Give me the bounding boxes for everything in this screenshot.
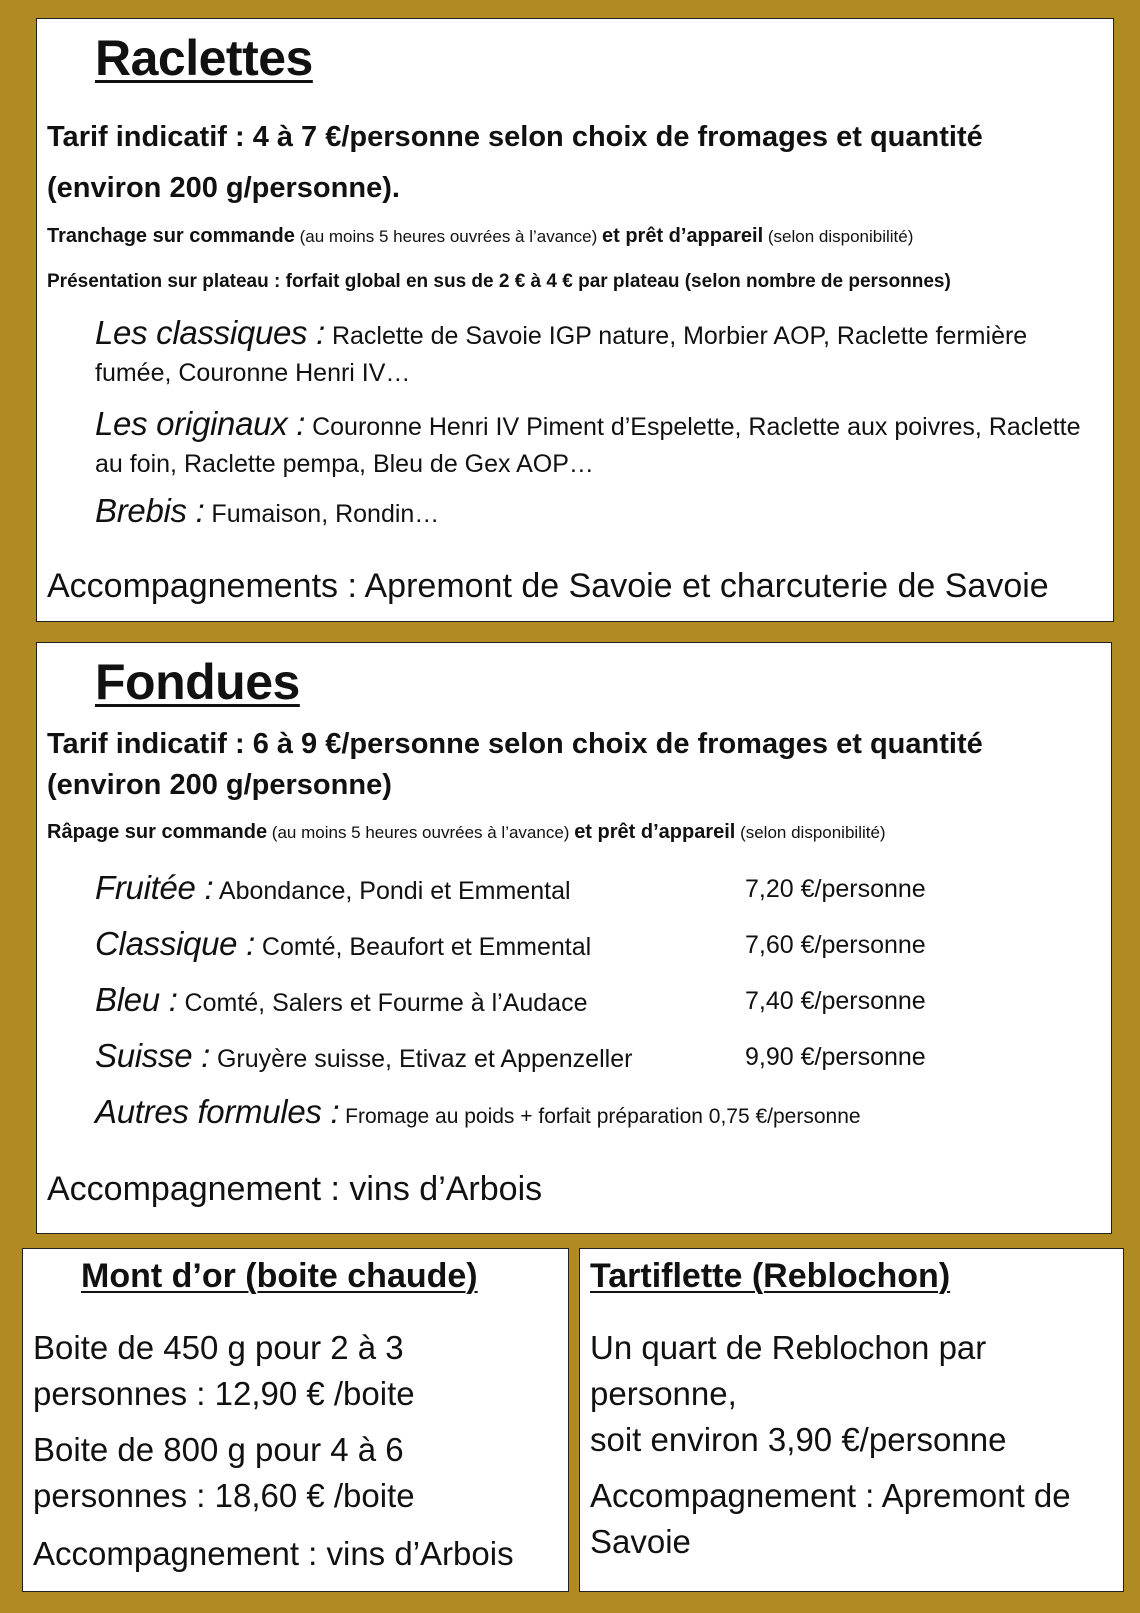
rapage-label: Râpage sur commande — [47, 821, 268, 843]
raclettes-category-originaux — [95, 405, 1085, 483]
raclettes-accompagnements: Accompagnements : Apremont de Savoie et charcuterie de Savoie — [47, 567, 1049, 605]
fondues-tarif-line2: (environ 200 g/personne) — [47, 769, 392, 801]
fondue-price: 7,60 €/personne — [745, 931, 926, 959]
fondues-accompagnement: Accompagnement : vins d’Arbois — [47, 1170, 543, 1208]
autres-label: Autres formules : — [95, 1093, 340, 1130]
fondue-price: 7,40 €/personne — [745, 987, 926, 1015]
raclettes-category-brebis — [95, 492, 1085, 533]
montdor-title: Mont d’or (boite chaude) — [81, 1257, 478, 1295]
fondue-text: Comté, Beaufort et Emmental — [254, 933, 592, 961]
category-text: Couronne Henri IV Piment d’Espelette, Raclette aux poivres, Raclette au foin, Raclette pempa, Bleu de Gex AOP… — [95, 413, 1081, 478]
fondue-text: Gruyère suisse, Etivaz et Appenzeller — [210, 1045, 633, 1073]
raclettes-presentation: Présentation sur plateau : forfait global en sus de 2 € à 4 € par plateau (selon nombre de personnes) — [47, 271, 951, 292]
fondue-item-classique — [95, 925, 591, 966]
raclettes-tarif-line2: (environ 200 g/personne). — [47, 172, 400, 204]
montdor-line2: Boite de 800 g pour 4 à 6 personnes : 18,60 € /boite — [33, 1431, 415, 1514]
fondue-text: Abondance, Pondi et Emmental — [213, 877, 571, 905]
fondues-rapage — [47, 821, 886, 844]
raclettes-section — [36, 18, 1114, 622]
category-text: Raclette de Savoie IGP nature, Morbier AOP, Raclette fermière fumée, Couronne Henri IV… — [95, 322, 1028, 387]
fondues-tarif-line1: Tarif indicatif : 6 à 9 €/personne selon choix de fromages et quantité — [47, 728, 983, 760]
fondues-section — [36, 642, 1112, 1234]
category-label: Les classiques : — [95, 314, 325, 351]
raclettes-category-classiques — [95, 314, 1085, 392]
autres-text: Fromage au poids + forfait préparation 0,75 €/personne — [339, 1105, 861, 1128]
fondues-title: Fondues — [95, 654, 300, 710]
tranchage-note: (au moins 5 heures ouvrées à l’avance) — [294, 227, 602, 246]
fondue-autres-formules — [95, 1093, 861, 1135]
raclettes-tarif-line1: Tarif indicatif : 4 à 7 €/personne selon choix de fromages et quantité — [47, 121, 983, 153]
fondue-item-fruitee — [95, 869, 571, 910]
fondue-label: Fruitée : — [95, 869, 214, 906]
category-label: Brebis : — [95, 492, 205, 529]
montdor-line1: Boite de 450 g pour 2 à 3 personnes : 12,90 € /boite — [33, 1329, 415, 1412]
pret-note: (selon disponibilité) — [735, 823, 886, 842]
fondue-item-bleu — [95, 981, 588, 1022]
category-text: Fumaison, Rondin… — [204, 500, 440, 528]
fondue-item-suisse — [95, 1037, 632, 1078]
tranchage-label: Tranchage sur commande — [47, 225, 295, 247]
fondue-text: Comté, Salers et Fourme à l’Audace — [177, 989, 588, 1017]
fondue-label: Bleu : — [95, 981, 178, 1018]
tartiflette-title: Tartiflette (Reblochon) — [590, 1257, 951, 1295]
tartiflette-line2: soit environ 3,90 €/personne — [590, 1421, 1007, 1458]
tartiflette-line1: Un quart de Reblochon par personne, — [590, 1329, 987, 1412]
fondue-label: Classique : — [95, 925, 255, 962]
pret-label: et prêt d’appareil — [574, 821, 736, 843]
pret-label: et prêt d’appareil — [601, 225, 764, 247]
fondue-price: 9,90 €/personne — [745, 1043, 926, 1071]
fondue-price: 7,20 €/personne — [745, 875, 926, 903]
tartiflette-accompagnement: Accompagnement : Apremont de Savoie — [590, 1477, 1071, 1560]
fondue-label: Suisse : — [95, 1037, 210, 1074]
raclettes-title: Raclettes — [95, 30, 313, 86]
tartiflette-section — [579, 1248, 1124, 1592]
rapage-note: (au moins 5 heures ouvrées à l’avance) — [267, 823, 575, 842]
montdor-section — [22, 1248, 569, 1592]
raclettes-tranchage — [47, 225, 913, 248]
pret-note: (selon disponibilité) — [763, 227, 914, 246]
category-label: Les originaux : — [95, 405, 306, 442]
montdor-accompagnement: Accompagnement : vins d’Arbois — [33, 1535, 514, 1572]
